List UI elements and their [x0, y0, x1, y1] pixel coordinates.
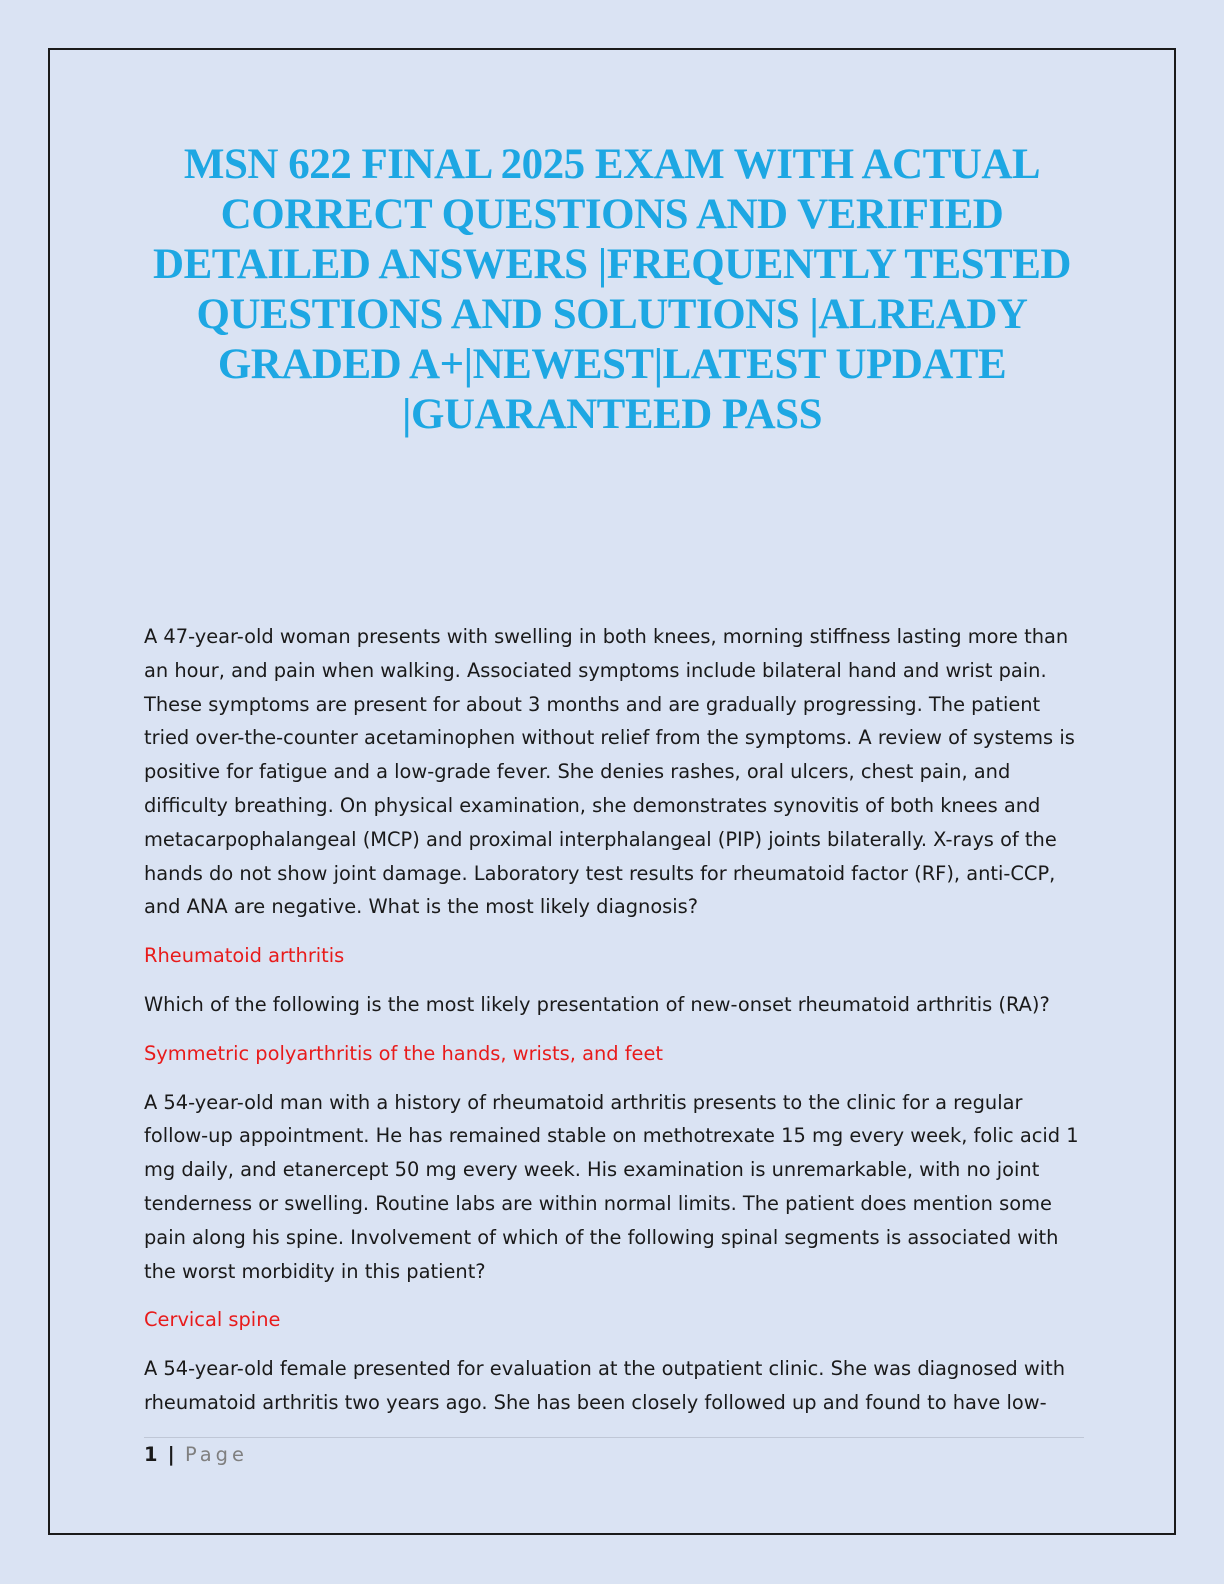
page-number: 1	[144, 1443, 158, 1466]
answer-text: Symmetric polyarthritis of the hands, wrists, and feet	[144, 1041, 664, 1065]
question-text: A 47-year-old woman presents with swelling in both knees, morning stiffness lasting more than an hour, and pain when walking. Associated symptoms include bilateral hand and wrist pain. These symptoms are present for about 3 months and are gradually progressing. The patient tried over-the-counter acetaminophen without relief from the symptoms. A review of systems is positive for fatigue and a low-grade fever. She denies rashes, oral ulcers, chest pain, and difficulty breathing. On physical examination, she demonstrates synovitis of both knees and metacarpophalangeal (MCP) and proximal interphalangeal (PIP) joints bilaterally. X-rays of the hands do not show joint damage. Laboratory test results for rheumatoid factor (RF), anti-CCP, and ANA are negative. What is the most likely diagnosis?	[144, 625, 1075, 919]
page-footer	[144, 1441, 248, 1469]
answer-text: Rheumatoid arthritis	[144, 944, 345, 968]
footer-divider	[144, 1437, 1084, 1438]
question-text: A 54-year-old man with a history of rheumatoid arthritis presents to the clinic for a regular follow-up appointment. He has remained stable on methotrexate 15 mg every week, folic acid 1 mg daily, and etanercept 50 mg every week. His examination is unremarkable, with no joint tenderness or swelling. Routine labs are within normal limits. The patient does mention some pain along his spine. Involvement of which of the following spinal segments is associated with the worst morbidity in this patient?	[144, 1090, 1079, 1283]
footer-separator: |	[167, 1443, 175, 1466]
question-text: A 54-year-old female presented for evaluation at the outpatient clinic. She was diagnosed with rheumatoid arthritis two years ago. She has been closely followed up and found to have low-	[144, 1357, 1065, 1414]
question-text: Which of the following is the most likely presentation of new-onset rheumatoid arthritis (RA)?	[144, 992, 1050, 1016]
page-label: Page	[184, 1443, 248, 1466]
answer-text: Cervical spine	[144, 1308, 281, 1332]
document-body	[144, 620, 1084, 1435]
document-title: MSN 622 FINAL 2025 EXAM WITH ACTUAL CORRECT QUESTIONS AND VERIFIED DETAILED ANSWERS |FREQUENTLY TESTED QUESTIONS AND SOLUTIONS |ALREADY GRADED A+|NEWEST|LATEST UPDATE |GUARANTEED PASS	[153, 141, 1071, 438]
